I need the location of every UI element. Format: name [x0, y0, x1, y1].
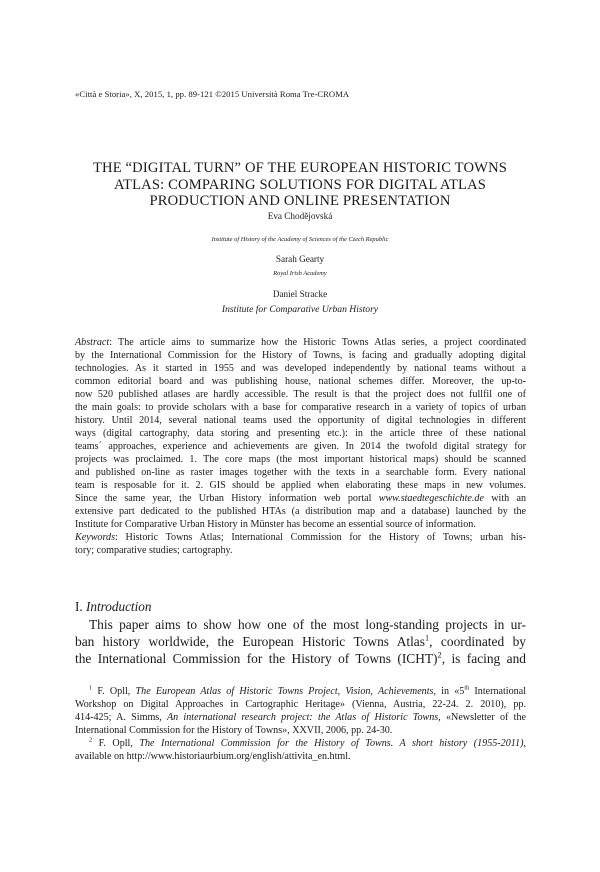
- body-line: the International Commission for the History of Towns (ICHT)$^2$, is facing and: [75, 650, 526, 667]
- title-line: PRODUCTION AND ONLINE PRESENTATION: [149, 193, 451, 210]
- keywords-label: Keywords: [75, 532, 116, 543]
- abstract-line: Institute for Comparative Urban History in Münster has become an essential source of information.: [75, 519, 476, 530]
- abstract: [75, 336, 526, 557]
- abstract-line: projects was proclaimed. 1. The core maps (the most important historical maps) should be scanned: [75, 454, 526, 465]
- abstract-line: common editorial board and was publishing house, national schemes differ. Moreover, the up-to-: [75, 376, 526, 387]
- section-heading: I. Introduction: [75, 599, 152, 614]
- title-line: THE “DIGITAL TURN” OF THE EUROPEAN HISTORIC TOWNS: [92, 160, 508, 176]
- footnote-line: Workshop on Digital Approaches in Cartographic Heritage» (Vienna, Austria, 22-24. 2. 2010), pp.: [75, 699, 526, 710]
- body-text: [75, 616, 526, 668]
- abstract-line: the main goals: to provide scholars with a base for comparative research in a variety of topics of urban: [75, 402, 526, 413]
- keywords-line: tory; comparative studies; cartography.: [75, 545, 233, 556]
- abstract-line: ways (digital cartography, data storing and presenting etc.): in the article three of these national: [75, 428, 526, 439]
- portal-url: www.staedtegeschichte.de: [378, 493, 484, 504]
- footnote-line: $^2$ F. Opll, The International Commission for the History of Towns. A short history (1955-2011),: [89, 736, 526, 749]
- author-affiliation: Royal Irish Academy: [273, 270, 327, 277]
- abstract-line: extensive part dedicated to the published HTAs (a distribution map and a database) launched by the: [75, 506, 526, 517]
- title-line: ATLAS: COMPARING SOLUTIONS FOR DIGITAL ATLAS: [113, 176, 487, 193]
- author-affiliation: Institute for Comparative Urban History: [221, 304, 379, 315]
- body-line: This paper aims to show how one of the most long-standing projects in ur-: [89, 617, 526, 632]
- abstract-label: Abstract: [75, 337, 110, 348]
- abstract-line: Abstract: The article aims to summarize how the Historic Towns Atlas series, a project coordinated: [75, 337, 526, 348]
- footnote-line: $^1$ F. Opll, The European Atlas of Historic Towns Project, Vision, Achievements, in «5th International: [89, 684, 526, 697]
- author-name: Daniel Stracke: [272, 289, 328, 299]
- footnote-line: 414-425; A. Simms, An international research project: the Atlas of Historic Towns, «Newsletter of the: [75, 712, 526, 723]
- footnote-ref: 1: [424, 633, 430, 643]
- abstract-line: history. Until 2014, several national teams used the opportunity of digital technologies in different: [75, 415, 526, 426]
- paper-title: [60, 160, 540, 210]
- running-head: «Città e Storia», X, 2015, 1, pp. 89-121 ©2015 Università Roma Tre-CROMA: [75, 89, 350, 99]
- abstract-line: and published on-line as raster images together with the texts in a searchable form. Every national: [75, 467, 526, 478]
- author-affiliation: Institute of History of the Academy of Sciences of the Czech Republic: [211, 236, 389, 243]
- author-name: Eva Chodějovská: [267, 211, 333, 221]
- abstract-line: technologies. As it started in 1955 and was developed independently by national teams without a: [75, 363, 526, 374]
- author-name: Sarah Gearty: [275, 254, 325, 264]
- body-line: ban history worldwide, the European Historic Towns Atlas$^1$, coordinated by: [75, 633, 526, 650]
- abstract-line: teams´ approaches, experience and achievements are given. In 2014 the twofold digital strategy for: [75, 441, 526, 452]
- footnote-line: International Commission for the History of Towns», XXVII, 2006, pp. 24-30.: [75, 725, 393, 736]
- abstract-line: team is resposable for it. 2. GIS should be applied when elaborating these maps in new volumes.: [75, 480, 526, 491]
- keywords-line: Keywords: Historic Towns Atlas; International Commission for the History of Towns; urban his-: [75, 532, 526, 543]
- footnotes: [75, 685, 526, 763]
- abstract-line: Since the same year, the Urban History information web portal www.staedtegeschichte.de with an: [75, 493, 526, 504]
- abstract-line: by the International Commission for the History of Towns, is facing and gradually adopting digital: [75, 350, 526, 361]
- footnote-line: available on http://www.historiaurbium.org/english/attivita_en.html.: [75, 751, 351, 762]
- abstract-line: now 520 published atlases are hardly accessible. The result is that the project does not fullfil one of: [75, 389, 526, 400]
- footnote-ref: 2: [437, 650, 442, 660]
